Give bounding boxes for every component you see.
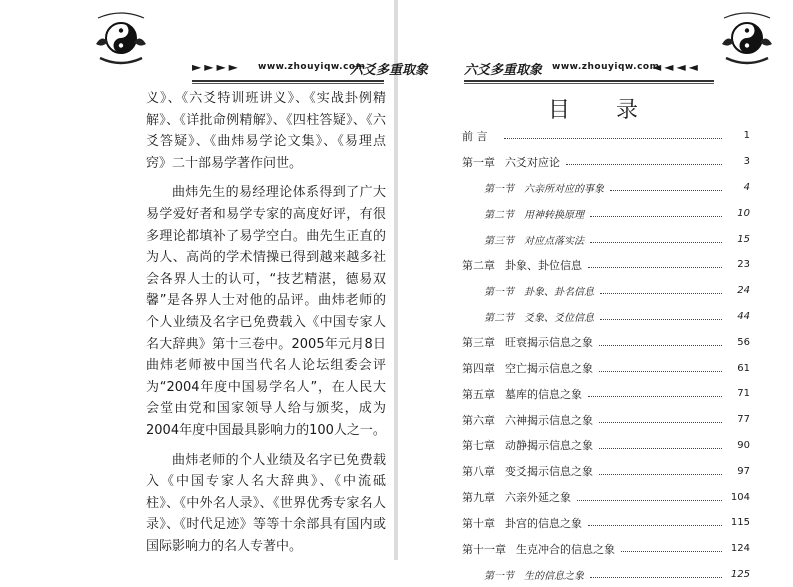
toc-dot-leader <box>590 571 722 578</box>
header-website: www.zhouyiqw.com <box>258 62 366 72</box>
toc-entry-label: 第五章 <box>462 387 495 401</box>
toc-section-entry[interactable] <box>462 200 750 226</box>
toc-entry-label: 第九章 <box>462 491 495 505</box>
toc-chapter-entry[interactable] <box>462 407 750 433</box>
toc-dot-leader <box>599 339 722 346</box>
toc-dot-leader <box>590 236 722 243</box>
biography-text <box>146 88 386 557</box>
toc-dot-leader <box>577 494 722 501</box>
toc-section-entry[interactable] <box>462 304 750 330</box>
toc-page-number: 61 <box>737 362 750 374</box>
running-header <box>192 58 429 80</box>
toc-page-number: 56 <box>737 336 750 348</box>
toc-dot-leader <box>588 390 722 397</box>
toc-page-number: 24 <box>737 285 750 297</box>
toc-chapter-entry[interactable] <box>462 433 750 459</box>
toc-entry-label: 第一章 <box>462 155 495 169</box>
paragraph: 义》、《六爻特训班讲义》、《实战卦例精解》、《详批命例精解》、《四柱答疑》、《六爻答疑》、《曲炜易学论文集》、《易理点窍》二十部易学著作问世。 <box>146 91 386 171</box>
toc-dot-leader <box>566 158 722 165</box>
header-website: www.zhouyiqw.com <box>552 62 660 72</box>
toc-section-entry[interactable] <box>462 226 750 252</box>
toc-page-number: 71 <box>737 388 750 400</box>
toc-dot-leader <box>590 210 722 217</box>
toc-section-entry[interactable] <box>462 175 750 201</box>
toc-entry-title: 卦象、卦位信息 <box>505 258 582 272</box>
toc-entry-title: 变爻揭示信息之象 <box>505 465 593 479</box>
toc-entry-label: 第十一章 <box>462 542 506 556</box>
toc-chapter-entry[interactable] <box>462 381 750 407</box>
toc-entry-label: 第一节 <box>484 570 514 582</box>
toc-chapter-entry[interactable] <box>462 123 750 149</box>
toc-entry-label: 第一节 <box>484 287 514 299</box>
toc-entry-label: 第十章 <box>462 516 495 530</box>
toc-entry-title: 生克冲合的信息之象 <box>516 542 615 556</box>
header-brand: 六爻多重取象 <box>350 63 429 78</box>
toc-chapter-entry[interactable] <box>462 252 750 278</box>
toc-page-number: 90 <box>737 439 750 451</box>
toc-dot-leader <box>621 545 722 552</box>
header-arrows: ◄◄◄◄ <box>652 60 701 74</box>
toc-entry-label: 第一节 <box>484 183 514 195</box>
toc-chapter-entry[interactable] <box>462 355 750 381</box>
toc-entry-title: 墓库的信息之象 <box>505 387 582 401</box>
toc-page-number: 115 <box>730 517 750 529</box>
header-rule <box>192 80 384 82</box>
paragraph: 曲炜先生的易经理论体系得到了广大易学爱好者和易学专家的高度好评，有很多理论都填补了易学空白。曲先生正直的为人、高尚的学术情操已得到越来越多社会各界人士的认可，“技艺精湛，德易双馨”是各界人士对他的品评。曲炜老师的个人业绩及名字已免费载入《中国专家人名大辞典》第十三卷中。2005年元月8日曲炜老师被中国当代名人论坛组委会评为“2004年度中国易学名人”，在人民大会堂由党和国家领导人给与颁奖，成为2004年度中国最具影响力的100人之一。 <box>146 185 386 438</box>
toc-chapter-entry[interactable] <box>462 458 750 484</box>
toc-entry-title: 爻象、爻位信息 <box>524 312 594 324</box>
header-rule-thin <box>192 83 384 84</box>
toc-page-number: 77 <box>737 414 750 426</box>
toc-dot-leader <box>599 416 722 423</box>
toc-entry-title: 六爻对应论 <box>505 155 560 169</box>
table-of-contents <box>462 123 750 587</box>
toc-chapter-entry[interactable] <box>462 484 750 510</box>
header-arrows: ►►►► <box>192 60 241 74</box>
toc-entry-title: 卦宫的信息之象 <box>505 516 582 530</box>
toc-dot-leader <box>610 184 722 191</box>
toc-dot-leader <box>588 519 722 526</box>
header-brand: 六爻多重取象 <box>464 63 543 78</box>
toc-page-number: 97 <box>737 465 750 477</box>
toc-chapter-entry[interactable] <box>462 329 750 355</box>
toc-page-number: 104 <box>730 491 750 503</box>
toc-entry-title: 卦象、卦名信息 <box>524 287 594 299</box>
toc-entry-title: 用神转换原理 <box>524 209 584 221</box>
toc-page-number: 10 <box>737 207 750 219</box>
toc-entry-title: 六神揭示信息之象 <box>505 413 593 427</box>
toc-entry-label: 第三章 <box>462 336 495 350</box>
toc-entry-label: 前 言 <box>462 129 488 143</box>
toc-chapter-entry[interactable] <box>462 510 750 536</box>
taiji-fish-emblem-icon <box>718 8 776 68</box>
right-page <box>396 0 793 582</box>
toc-chapter-entry[interactable] <box>462 536 750 562</box>
toc-entry-label: 第二节 <box>484 209 514 221</box>
paragraph: 曲炜老师的个人业绩及名字已免费载入《中国专家人名大辞典》、《中流砥柱》、《中外名人录》、《世界优秀专家名人录》、《时代足迹》等等十余部具有国内或国际影响力的名人专著中。 <box>146 452 386 554</box>
toc-dot-leader <box>600 287 722 294</box>
toc-section-entry[interactable] <box>462 562 750 587</box>
toc-page-number: 3 <box>743 156 750 168</box>
taiji-fish-emblem-icon <box>92 8 150 68</box>
toc-chapter-entry[interactable] <box>462 149 750 175</box>
toc-dot-leader <box>504 132 723 139</box>
toc-page-number: 1 <box>743 130 750 142</box>
toc-dot-leader <box>599 442 722 449</box>
toc-dot-leader <box>599 365 722 372</box>
running-header <box>464 58 714 80</box>
toc-page-number: 125 <box>730 568 750 580</box>
toc-entry-label: 第三节 <box>484 235 514 247</box>
toc-entry-title: 旺衰揭示信息之象 <box>505 336 593 350</box>
toc-entry-title: 六亲所对应的事象 <box>524 183 604 195</box>
toc-entry-title: 空亡揭示信息之象 <box>505 362 593 376</box>
toc-page-number: 23 <box>737 259 750 271</box>
toc-entry-label: 第二章 <box>462 258 495 272</box>
toc-entry-title: 生的信息之象 <box>524 570 584 582</box>
toc-dot-leader <box>588 261 722 268</box>
toc-entry-title: 六亲外延之象 <box>505 491 571 505</box>
toc-entry-label: 第二节 <box>484 312 514 324</box>
toc-dot-leader <box>599 468 722 475</box>
toc-page-number: 4 <box>743 181 750 193</box>
toc-entry-label: 第四章 <box>462 362 495 376</box>
toc-entry-label: 第八章 <box>462 465 495 479</box>
toc-entry-title: 动静揭示信息之象 <box>505 439 593 453</box>
toc-title: 目录 <box>548 98 685 123</box>
toc-page-number: 44 <box>737 310 750 322</box>
header-rule <box>464 80 714 82</box>
toc-dot-leader <box>600 313 722 320</box>
header-rule-thin <box>464 83 714 84</box>
toc-entry-label: 第六章 <box>462 413 495 427</box>
toc-page-number: 15 <box>737 233 750 245</box>
toc-section-entry[interactable] <box>462 278 750 304</box>
toc-entry-title: 对应点落实法 <box>524 235 584 247</box>
toc-page-number: 124 <box>730 543 750 555</box>
toc-entry-label: 第七章 <box>462 439 495 453</box>
